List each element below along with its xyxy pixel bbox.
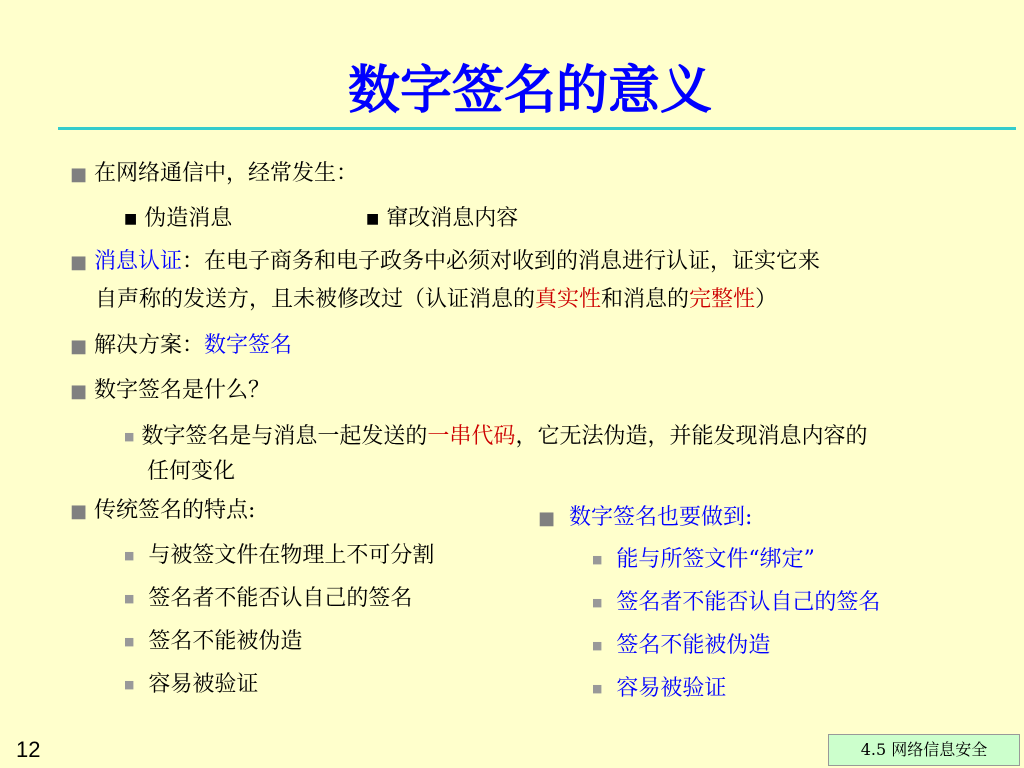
bullet-icon: ■ <box>70 501 88 522</box>
sub-bullet-forge-message <box>124 201 232 232</box>
term-digital-signature: 数字签名 <box>204 333 293 358</box>
digital-item <box>592 628 770 659</box>
bullet-icon: ■ <box>124 211 138 227</box>
traditional-item <box>124 538 434 569</box>
list-item-text: 签名者不能否认自己的签名 <box>148 586 413 611</box>
bullet-icon: ■ <box>592 682 603 695</box>
traditional-item <box>124 581 412 612</box>
digital-item <box>592 542 815 573</box>
bullet-icon: ■ <box>592 596 603 609</box>
sub-bullet-tamper-content <box>366 201 518 232</box>
bullet-text: 自声称的发送方，且未被修改过（认证消息的 <box>95 287 536 312</box>
bullet-icon: ■ <box>124 678 135 691</box>
sub-bullet-text: 窜改消息内容 <box>386 206 519 231</box>
bullet-text: ） <box>755 287 778 312</box>
bullet-icon: ■ <box>124 635 135 648</box>
term-code-string: 一串代码 <box>427 424 516 449</box>
bullet-icon: ■ <box>70 336 88 357</box>
slide-title: 数字签名的意义 <box>347 60 712 121</box>
bullet-message-authentication <box>70 244 820 275</box>
term-integrity: 完整性 <box>689 287 756 312</box>
digital-item <box>592 671 726 702</box>
bullet-text: 数字签名是什么？ <box>94 378 271 403</box>
page-number: 12 <box>16 737 41 762</box>
list-item-text: 与被签文件在物理上不可分割 <box>148 543 435 568</box>
term-authenticity: 真实性 <box>535 287 602 312</box>
term-message-auth: 消息认证 <box>94 249 183 274</box>
bullet-icon: ■ <box>592 553 603 566</box>
bullet-icon: ■ <box>366 211 380 227</box>
title-divider <box>58 127 1016 130</box>
bullet-text: 解决方案： <box>94 333 205 358</box>
bullet-icon: ■ <box>70 164 88 185</box>
sub-bullet-text: 伪造消息 <box>144 206 233 231</box>
traditional-item <box>124 624 302 655</box>
footer-section-label: 4.5 网络信息安全 <box>828 734 1020 766</box>
digital-heading-text: 数字签名也要做到: <box>569 505 753 530</box>
list-item-text: 签名者不能否认自己的签名 <box>616 590 881 615</box>
sub-bullet-definition <box>124 419 867 450</box>
list-item-text: 容易被验证 <box>616 676 727 701</box>
bullet-message-authentication-cont <box>95 282 777 313</box>
bullet-icon: ■ <box>124 549 135 562</box>
bullet-network-communication <box>70 156 358 187</box>
traditional-heading <box>70 493 255 524</box>
bullet-icon: ■ <box>70 252 88 273</box>
list-item-text: 签名不能被伪造 <box>148 629 303 654</box>
sub-bullet-definition-cont <box>147 454 235 485</box>
list-item-text: 容易被验证 <box>148 672 259 697</box>
bullet-icon: ■ <box>592 639 603 652</box>
digital-heading <box>538 500 752 531</box>
bullet-solution <box>70 328 292 359</box>
bullet-text: 在网络通信中，经常发生： <box>94 161 359 186</box>
bullet-text: 和消息的 <box>601 287 690 312</box>
bullet-what-is <box>70 373 270 404</box>
sub-bullet-text: 数字签名是与消息一起发送的 <box>141 424 428 449</box>
traditional-heading-text: 传统签名的特点: <box>94 498 256 523</box>
bullet-icon: ■ <box>70 381 88 402</box>
bullet-icon: ■ <box>124 430 135 443</box>
sub-bullet-text: 任何变化 <box>147 459 236 484</box>
traditional-item <box>124 667 258 698</box>
bullet-text: ：在电子商务和电子政务中必须对收到的消息进行认证，证实它来 <box>182 249 821 274</box>
list-item-text: 签名不能被伪造 <box>616 633 771 658</box>
bullet-icon: ■ <box>124 592 135 605</box>
bullet-icon: ■ <box>538 508 556 529</box>
sub-bullet-text: ，它无法伪造，并能发现消息内容的 <box>515 424 868 449</box>
list-item-text: 能与所签文件“绑定” <box>616 547 815 572</box>
digital-item <box>592 585 880 616</box>
